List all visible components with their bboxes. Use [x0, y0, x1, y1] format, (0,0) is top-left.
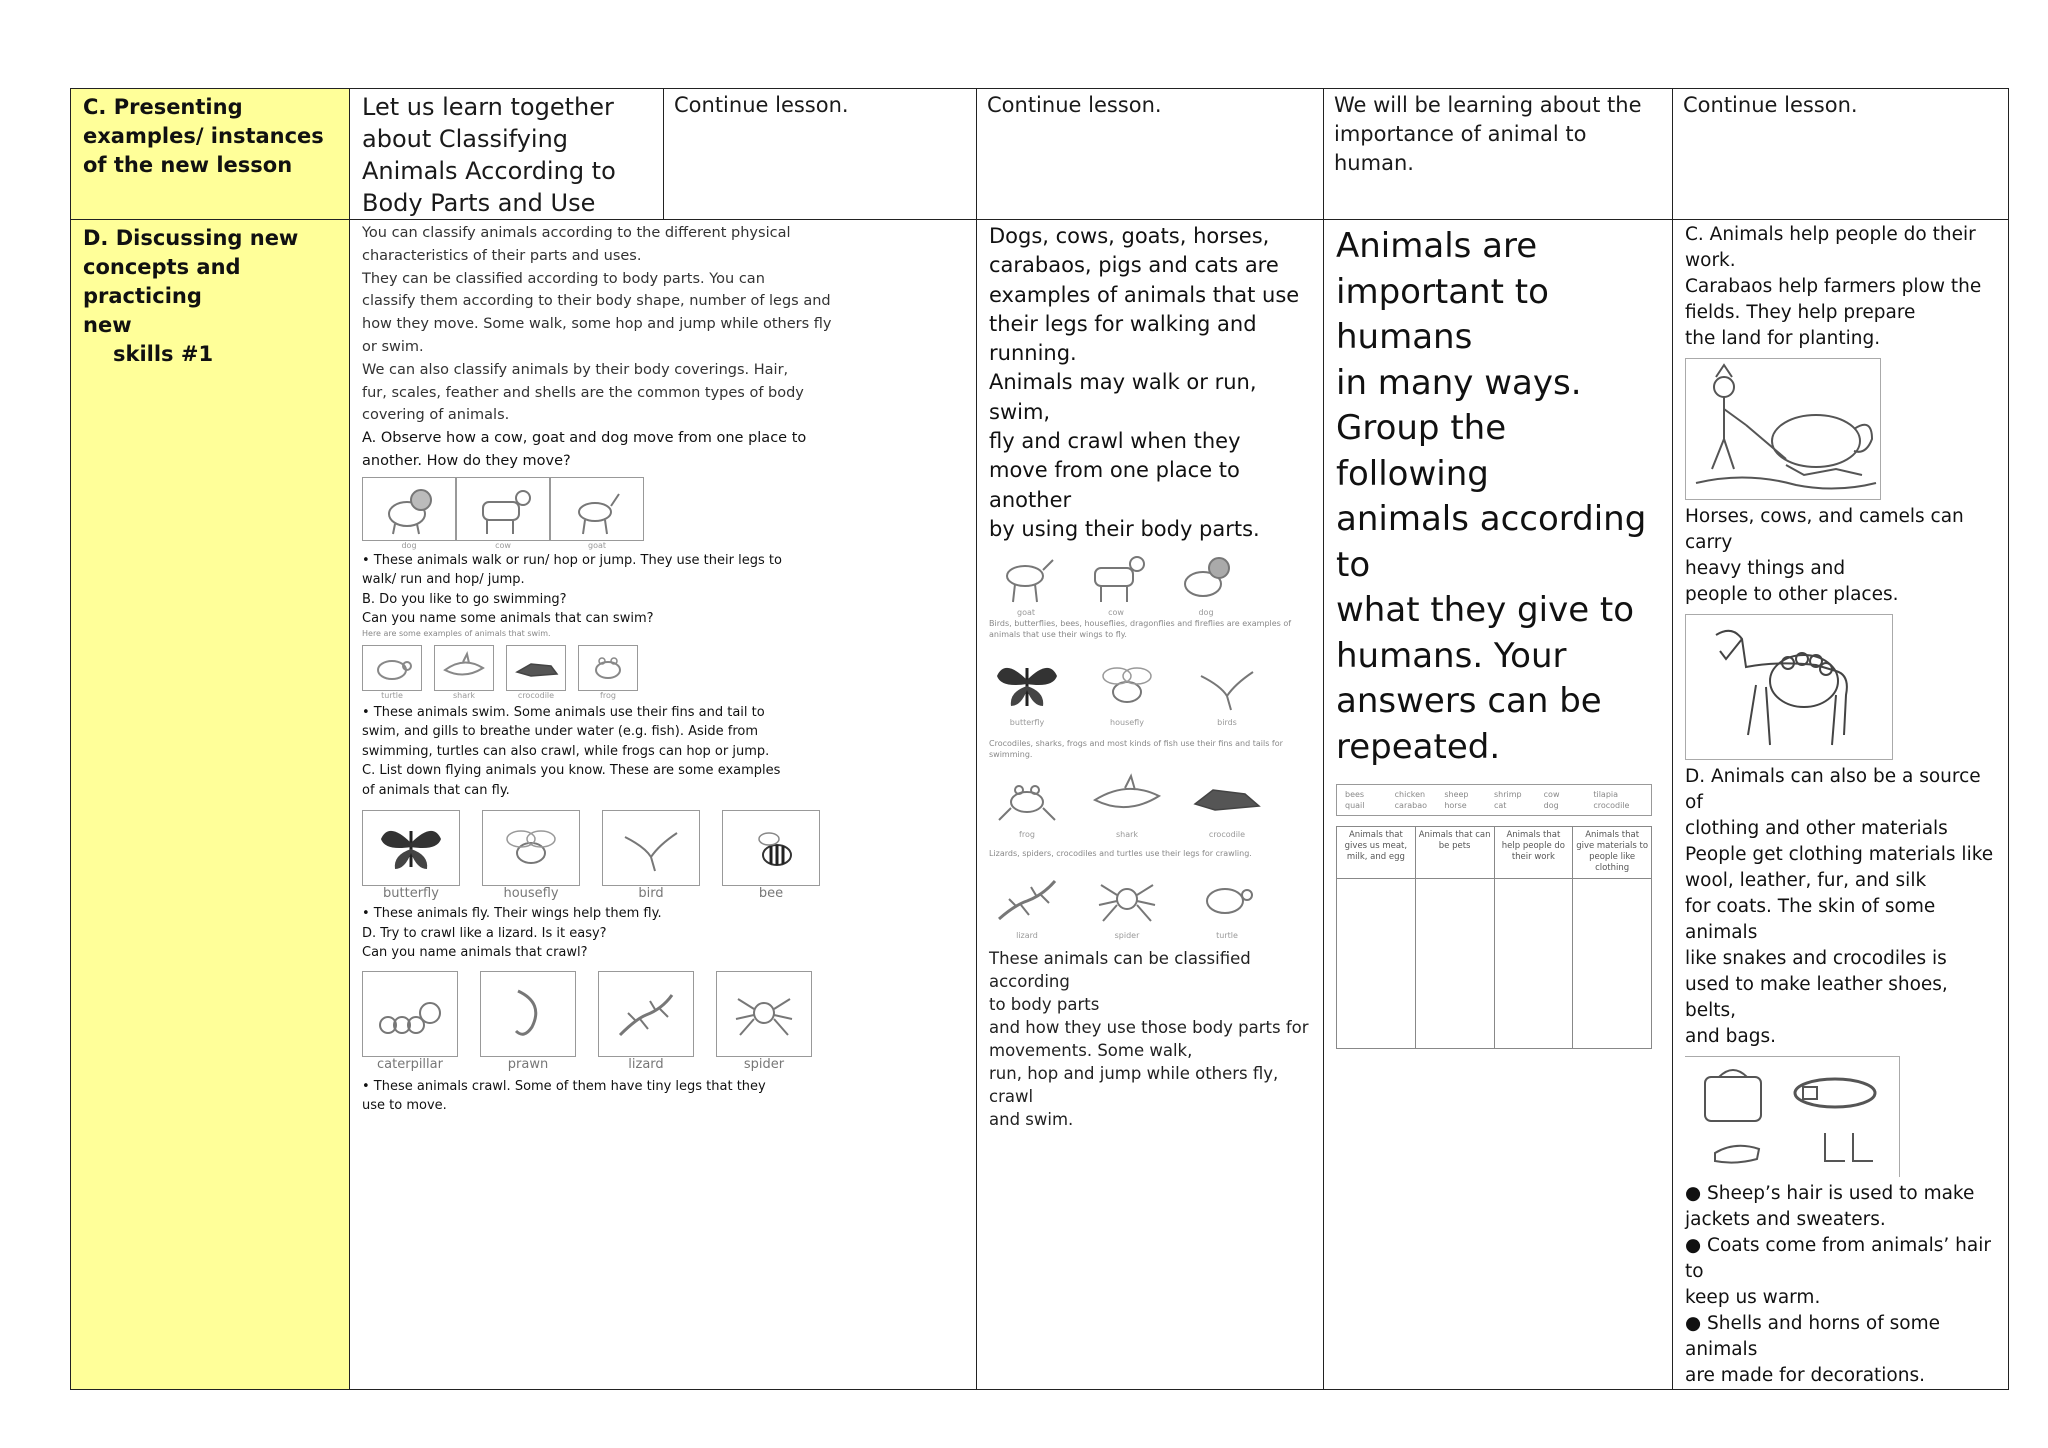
- picture-caption: birds: [1217, 718, 1237, 728]
- row-c: [71, 89, 2009, 220]
- text-line: are made for decorations.: [1685, 1365, 1925, 1386]
- word-bank-item: bees: [1345, 790, 1365, 799]
- dog-picture: [1169, 550, 1243, 618]
- picture-caption: dog: [1198, 608, 1214, 618]
- picture-caption: prawn: [507, 1056, 549, 1072]
- crocodile-picture: [506, 645, 566, 701]
- text-line: fields. They help prepare: [1685, 302, 1916, 323]
- worksheet-column-header: Animals that help people do their work: [1494, 827, 1573, 879]
- word-bank-item: quail: [1345, 801, 1365, 810]
- worksheet-answer-cell: [1494, 879, 1573, 1049]
- text-line: D. Try to crawl like a lizard. Is it easy?: [362, 925, 607, 941]
- row-c-label-cell: [71, 89, 350, 220]
- swim-pictures-col3: [989, 768, 1313, 840]
- row-d-col2: [350, 220, 977, 1390]
- housefly-picture: [1089, 654, 1165, 728]
- picture-caption: bee: [758, 886, 784, 902]
- word-bank-item: carabao: [1394, 801, 1428, 810]
- worksheet-table: [1336, 826, 1652, 1049]
- text-line: how they move. Some walk, some hop and jump while others fly: [362, 316, 832, 333]
- text-line: We can also classify animals by their body coverings. Hair,: [362, 361, 789, 378]
- text-line: the land for planting.: [1685, 328, 1881, 349]
- goat-picture: [989, 550, 1063, 618]
- d5-text-a: [1685, 222, 2000, 352]
- butterfly-picture: [362, 810, 460, 902]
- word-bank-item: chicken: [1394, 790, 1426, 799]
- row-c-col6-text: Continue lesson.: [1683, 93, 1858, 117]
- lizard-picture: [989, 869, 1065, 941]
- text-line: Can you name some animals that can swim?: [362, 611, 654, 627]
- text-line: You can classify animals according to the different physical: [362, 225, 791, 241]
- text-line: These animals can be classified according: [989, 949, 1251, 992]
- fly-pictures: [362, 810, 968, 902]
- text-line: Animals may walk or run, swim,: [989, 370, 1257, 424]
- goat-picture: [550, 477, 644, 551]
- text-line: Group the following: [1336, 408, 1507, 494]
- cow-picture: [456, 477, 550, 551]
- d3-after-text: [989, 947, 1313, 1131]
- text-line: in many ways.: [1336, 362, 1582, 403]
- text-line: humans. Your: [1336, 635, 1567, 676]
- d5-text-d: [1685, 1181, 2000, 1389]
- text-line: A. Observe how a cow, goat and dog move from one place to: [362, 430, 807, 447]
- crawl-pictures-col3: [989, 869, 1313, 941]
- text-line: people to other places.: [1685, 584, 1899, 605]
- picture-caption: cow: [495, 540, 511, 550]
- text-line: B. Do you like to go swimming?: [362, 591, 567, 607]
- spider-picture: [716, 971, 812, 1073]
- row-c-col2-text: Let us learn together about Classifying Animals According to Body Parts and Use: [362, 93, 616, 217]
- picture-caption: lizard: [1016, 931, 1038, 941]
- turtle-picture: [1189, 869, 1265, 941]
- row-c-col6: [1673, 89, 2009, 220]
- picture-caption: butterfly: [383, 886, 439, 902]
- text-line: and bags.: [1685, 1026, 1777, 1047]
- picture-caption: caterpillar: [377, 1056, 443, 1072]
- word-bank-item: sheep: [1444, 790, 1469, 799]
- crawl-pictures: [362, 971, 968, 1073]
- worksheet-column-header: Animals that can be pets: [1415, 827, 1494, 879]
- housefly-picture: [482, 810, 580, 902]
- carabao-plow-picture: [1685, 358, 1881, 500]
- text-line: People get clothing materials like: [1685, 844, 1994, 865]
- frog-picture: [578, 645, 638, 701]
- picture-caption: cow: [1108, 608, 1124, 618]
- swim-note: Here are some examples of animals that swim.: [362, 628, 551, 638]
- word-bank-item: dog: [1543, 801, 1559, 810]
- d2-crawl-text: [362, 1077, 968, 1116]
- text-line: Dogs, cows, goats, horses,: [989, 224, 1270, 248]
- picture-caption: goat: [587, 540, 606, 550]
- picture-caption: turtle: [381, 690, 403, 700]
- picture-caption: butterfly: [1009, 718, 1045, 728]
- text-line: answers can be: [1336, 681, 1602, 721]
- row-c-col3-text: Continue lesson.: [674, 93, 849, 117]
- text-line: • These animals swim. Some animals use their fins and tail to: [362, 704, 765, 720]
- picture-caption: crocodile: [517, 690, 555, 700]
- row-c-col5-text: We will be learning about the importance of animal to human.: [1334, 93, 1642, 175]
- text-line: important to humans: [1336, 271, 1549, 357]
- row-d-label-line: D. Discussing new: [83, 226, 299, 250]
- worksheet-answer-cell: [1573, 879, 1652, 1049]
- row-d-label-cell: [71, 220, 350, 1390]
- row-d-col3: [977, 220, 1324, 1390]
- legs-pictures: [989, 550, 1313, 618]
- text-line: heavy things and: [1685, 558, 1846, 579]
- text-line: of animals that can fly.: [362, 782, 510, 798]
- picture-caption: bird: [638, 886, 664, 902]
- grouping-worksheet: [1336, 784, 1652, 1049]
- swim-pictures: [362, 645, 968, 701]
- text-line: walk/ run and hop/ jump.: [362, 572, 525, 588]
- shark-picture: [1089, 768, 1165, 840]
- bird-picture: [602, 810, 700, 902]
- picture-caption: shark: [452, 690, 476, 700]
- walk-pictures: [362, 477, 968, 551]
- text-line: • These animals fly. Their wings help them fly.: [362, 906, 662, 922]
- text-line: used to make leather shoes, belts,: [1685, 974, 1948, 1021]
- text-line: like snakes and crocodiles is: [1685, 948, 1947, 969]
- spider-picture: [1089, 869, 1165, 941]
- word-bank-item: crocodile: [1593, 801, 1630, 810]
- d2-intro-text: [362, 222, 968, 473]
- word-bank-item: cat: [1494, 801, 1507, 810]
- text-line: C. Animals help people do their: [1685, 224, 1976, 245]
- row-c-col4-text: Continue lesson.: [987, 93, 1162, 117]
- picture-caption: turtle: [1216, 931, 1238, 941]
- text-line: to body parts: [989, 995, 1100, 1015]
- picture-caption: lizard: [628, 1056, 664, 1072]
- picture-caption: shark: [1115, 830, 1139, 840]
- d4-instructions: [1336, 224, 1664, 770]
- row-d-label-line: concepts and practicing: [83, 255, 241, 308]
- caterpillar-picture: [362, 971, 458, 1073]
- text-line: ● Shells and horns of some animals: [1685, 1313, 1940, 1360]
- picture-caption: frog: [1019, 830, 1035, 840]
- frog-picture: [989, 768, 1065, 840]
- text-line: Animals are: [1336, 226, 1538, 266]
- word-bank-item: tilapia: [1593, 790, 1619, 799]
- text-line: clothing and other materials: [1685, 818, 1948, 839]
- crawl-note: Lizards, spiders, crocodiles and turtles use their legs for crawling.: [989, 849, 1252, 859]
- word-bank-item: shrimp: [1494, 790, 1522, 799]
- text-line: swim, and gills to breathe under water (e.g. fish). Aside from: [362, 724, 758, 740]
- row-c-col2: [350, 89, 664, 220]
- shark-picture: [434, 645, 494, 701]
- text-line: • These animals crawl. Some of them have tiny legs that they: [362, 1078, 766, 1094]
- wings-pictures: [989, 654, 1313, 728]
- d5-text-b: [1685, 504, 2000, 608]
- row-d-label-line: new: [83, 313, 132, 337]
- text-line: covering of animals.: [362, 407, 510, 424]
- cow-picture: [1079, 550, 1153, 618]
- text-line: • These animals walk or run/ hop or jump. They use their legs to: [362, 552, 782, 568]
- leather-products-picture: [1685, 1056, 1900, 1177]
- word-bank-item: horse: [1444, 801, 1467, 810]
- text-line: examples of animals that use: [989, 282, 1300, 307]
- text-line: fur, scales, feather and shells are the common types of body: [362, 384, 804, 401]
- text-line: use to move.: [362, 1098, 447, 1114]
- d2-walk-text: [362, 551, 968, 629]
- lesson-plan-table: [70, 88, 2009, 1390]
- picture-caption: dog: [401, 540, 417, 550]
- text-line: repeated.: [1336, 726, 1501, 767]
- text-line: Horses, cows, and camels can carry: [1685, 506, 1964, 553]
- text-line: and swim.: [989, 1110, 1074, 1130]
- swim-note: Crocodiles, sharks, frogs and most kinds of fish use their fins and tails for swimming.: [989, 739, 1283, 760]
- text-line: or swim.: [362, 338, 424, 355]
- d2-swim-text: [362, 703, 968, 801]
- row-c-col4: [977, 89, 1324, 220]
- text-line: wool, leather, fur, and silk: [1685, 870, 1927, 891]
- lizard-picture: [598, 971, 694, 1073]
- text-line: what they give to: [1336, 590, 1635, 630]
- text-line: characteristics of their parts and uses.: [362, 247, 642, 264]
- turtle-picture: [362, 645, 422, 701]
- row-c-col3: [664, 89, 977, 220]
- text-line: jackets and sweaters.: [1685, 1209, 1886, 1230]
- crocodile-picture: [1189, 768, 1265, 840]
- picture-caption: goat: [1016, 608, 1035, 618]
- text-line: running.: [989, 341, 1077, 366]
- text-line: ● Coats come from animals’ hair to: [1685, 1235, 1991, 1282]
- text-line: for coats. The skin of some animals: [1685, 896, 1936, 943]
- text-line: classify them according to their body shape, number of legs and: [362, 293, 831, 310]
- worksheet-column-header: Animals that give materials to people like clothing: [1573, 827, 1652, 879]
- wings-note: Birds, butterflies, bees, houseflies, dragonflies and fireflies are examples of animals that use their wings to fly.: [989, 619, 1292, 640]
- birds-picture: [1189, 654, 1265, 728]
- worksheet-answer-cell: [1415, 879, 1494, 1049]
- picture-caption: frog: [600, 690, 616, 700]
- butterfly-picture: [989, 654, 1065, 728]
- worksheet-answer-cell: [1337, 879, 1416, 1049]
- word-bank-item: cow: [1543, 790, 1560, 799]
- text-line: keep us warm.: [1685, 1287, 1821, 1308]
- picture-caption: crocodile: [1208, 830, 1246, 840]
- text-line: their legs for walking and: [989, 311, 1257, 336]
- row-d-col4: [1324, 220, 1673, 1390]
- text-line: movements. Some walk,: [989, 1041, 1193, 1061]
- horse-carrying-picture: [1685, 614, 1893, 760]
- bee-picture: [722, 810, 820, 902]
- text-line: Can you name animals that crawl?: [362, 945, 588, 961]
- worksheet-word-bank: [1336, 784, 1652, 816]
- text-line: ● Sheep’s hair is used to make: [1685, 1183, 1975, 1204]
- text-line: Carabaos help farmers plow the: [1685, 276, 1982, 297]
- prawn-picture: [480, 971, 576, 1073]
- picture-caption: spider: [743, 1056, 785, 1072]
- text-line: by using their body parts.: [989, 516, 1260, 541]
- d5-text-c: [1685, 764, 2000, 1050]
- text-line: another. How do they move?: [362, 452, 571, 469]
- picture-caption: housefly: [503, 886, 559, 902]
- picture-caption: housefly: [1110, 718, 1144, 728]
- dog-picture: [362, 477, 456, 551]
- text-line: carabaos, pigs and cats are: [989, 253, 1279, 278]
- picture-caption: spider: [1114, 931, 1140, 941]
- text-line: work.: [1685, 250, 1736, 271]
- text-line: and how they use those body parts for: [989, 1018, 1309, 1038]
- row-d-label-line: skills #1: [113, 342, 214, 366]
- d3-intro-text: [989, 222, 1313, 544]
- text-line: animals according to: [1336, 499, 1647, 585]
- text-line: run, hop and jump while others fly, crawl: [989, 1064, 1279, 1107]
- text-line: C. List down flying animals you know. These are some examples: [362, 763, 781, 779]
- worksheet-column-header: Animals that gives us meat, milk, and egg: [1337, 827, 1416, 879]
- row-d-col5: [1673, 220, 2009, 1390]
- text-line: swimming, turtles can also crawl, while frogs can hop or jump.: [362, 743, 770, 759]
- text-line: fly and crawl when they: [989, 429, 1241, 454]
- text-line: move from one place to another: [989, 458, 1240, 512]
- row-d: [71, 220, 2009, 1390]
- row-c-col5: [1324, 89, 1673, 220]
- row-c-label: C. Presenting examples/ instances of the new lesson: [83, 95, 324, 177]
- row-d-label: [71, 220, 349, 369]
- text-line: They can be classified according to body parts. You can: [362, 270, 765, 287]
- text-line: D. Animals can also be a source of: [1685, 766, 1981, 813]
- d2-fly-text: [362, 904, 968, 963]
